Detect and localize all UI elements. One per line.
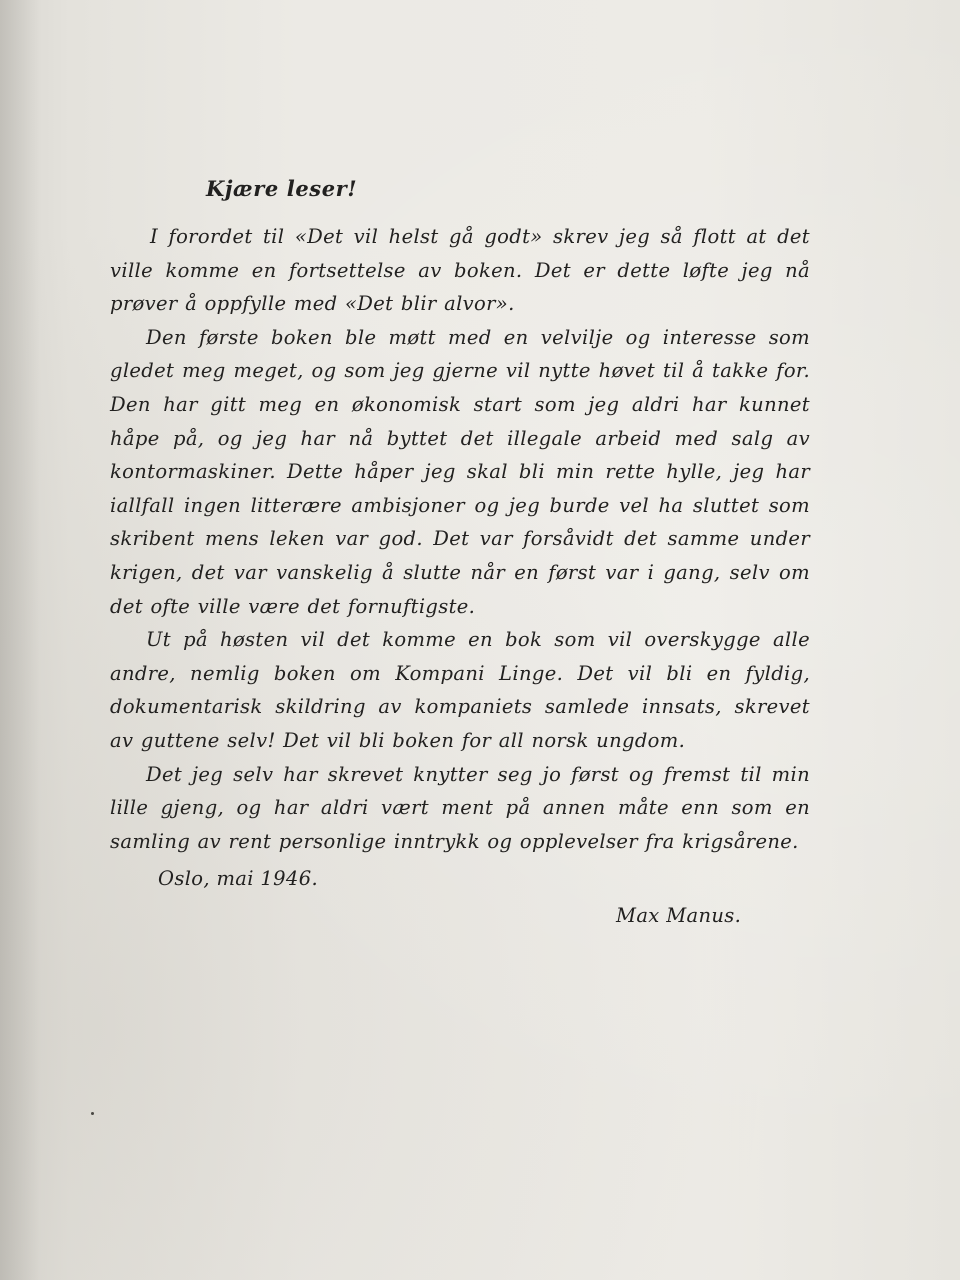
dateline: Oslo, mai 1946. [158, 867, 318, 891]
salutation: Kjære leser! [206, 176, 358, 201]
paper-speck [91, 1112, 94, 1115]
paragraph-2: Den første boken ble møtt med en velvilje og interesse som gledet meg meget, og som jeg gjerne vil nytte høvet til å takke for. Den har gitt meg en økonomisk start som jeg aldri har kunnet håpe på, og jeg har nå byttet det illegale arbeid med salg av kontormaskiner. Dette håper jeg skal bli min rette hylle, jeg har iallfall ingen litterære ambisjoner og jeg burde vel ha sluttet som skribent mens leken var god. Det var forsåvidt det samme under krigen, det var vanskelig å slutte når en først var i gang, selv om det ofte ville være det fornuftigste. [110, 325, 810, 618]
paragraph-3: Ut på høsten vil det komme en bok som vil overskygge alle andre, nemlig boken om Kompani Linge. Det vil bli en fyldig, dokumentarisk skildring av kompaniets samlede innsats, skrevet av guttene selv! Det vil bli boken for all norsk ungdom. [110, 628, 810, 752]
letter-text [110, 172, 810, 936]
signature: Max Manus. [616, 904, 742, 928]
paragraph-4: Det jeg selv har skrevet knytter seg jo først og fremst til min lille gjeng, og har aldri vært ment på annen måte enn som en samling av rent personlige inntrykk og opplevelser fra krigsårene. [110, 762, 810, 853]
paragraph-1: I forordet til «Det vil helst gå godt» skrev jeg så flott at det ville komme en fortsettelse av boken. Det er dette løfte jeg nå prøver å oppfylle med «Det blir alvor». [110, 225, 810, 316]
